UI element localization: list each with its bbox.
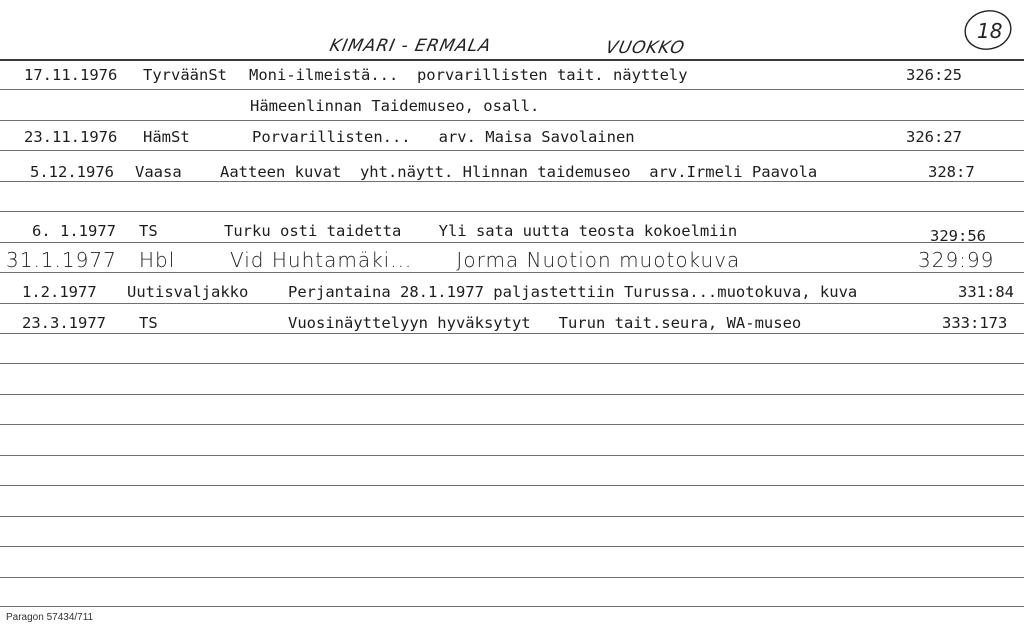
entry-page: 326:27 [906, 128, 962, 146]
ruled-line [0, 606, 1024, 607]
header-rule [0, 59, 1024, 61]
entry-source: HämSt [143, 128, 190, 146]
ruled-line [0, 211, 1024, 212]
entry-source: Uutisvaljakko [127, 283, 249, 301]
entry-text-handwritten: Vid Huhtamäki... Jorma Nuotion muotokuva [230, 248, 741, 272]
entry-page: 326:25 [906, 66, 962, 84]
entry-source: TS [139, 314, 158, 332]
entry-date: 23.3.1977 [22, 314, 106, 332]
entry-date: 1.2.1977 [22, 283, 97, 301]
ruled-line [0, 333, 1024, 334]
entry-text: Moni-ilmeistä... porvarillisten tait. näyttely [249, 66, 688, 84]
entry-page: 328:7 [928, 163, 975, 181]
ruled-line [0, 181, 1024, 182]
ruled-line [0, 577, 1024, 578]
ruled-line [0, 120, 1024, 121]
card-subtitle: VUOKKO [603, 38, 687, 58]
entry-text: Hämeenlinnan Taidemuseo, osall. [250, 97, 540, 115]
ruled-line [0, 485, 1024, 486]
entry-date: 23.11.1976 [24, 128, 118, 146]
ruled-line [0, 516, 1024, 517]
entry-date-handwritten: 31.1.1977 [6, 248, 117, 272]
entry-source-handwritten: Hbl [139, 248, 176, 272]
ruled-line [0, 303, 1024, 304]
ruled-line [0, 363, 1024, 364]
entry-text: Porvarillisten... arv. Maisa Savolainen [252, 128, 635, 146]
card-number-circle [962, 8, 1014, 52]
entry-source: Vaasa [135, 163, 182, 181]
entry-page-handwritten: 329:99 [918, 248, 995, 272]
card-imprint: Paragon 57434/711 [6, 612, 94, 623]
ruled-line [0, 394, 1024, 395]
entry-page: 331:84 [958, 283, 1014, 301]
entry-date: 17.11.1976 [24, 66, 118, 84]
entry-page: 333:173 [942, 314, 1008, 332]
ruled-line [0, 89, 1024, 90]
entry-source: TS [139, 222, 158, 240]
ruled-line [0, 546, 1024, 547]
ruled-line [0, 150, 1024, 151]
entry-date: 6. 1.1977 [32, 222, 116, 240]
entry-text: Perjantaina 28.1.1977 paljastettiin Turussa...muotokuva, kuva [288, 283, 858, 301]
card-number: 18 [977, 19, 1003, 43]
entry-date: 5.12.1976 [30, 163, 114, 181]
ruled-line [0, 242, 1024, 243]
entry-source: TyrväänSt [143, 66, 227, 84]
entry-page: 329:56 [930, 227, 986, 245]
entry-text: Turku osti taidetta Yli sata uutta teosta kokoelmiin [224, 222, 738, 240]
card-title: KIMARI - ERMALA [327, 36, 494, 56]
entry-text: Aatteen kuvat yht.näytt. Hlinnan taidemuseo arv.Irmeli Paavola [220, 163, 818, 181]
entry-text: Vuosinäyttelyyn hyväksytyt Turun tait.seura, WA-museo [288, 314, 802, 332]
ruled-line [0, 424, 1024, 425]
ruled-line [0, 455, 1024, 456]
ruled-line [0, 272, 1024, 273]
